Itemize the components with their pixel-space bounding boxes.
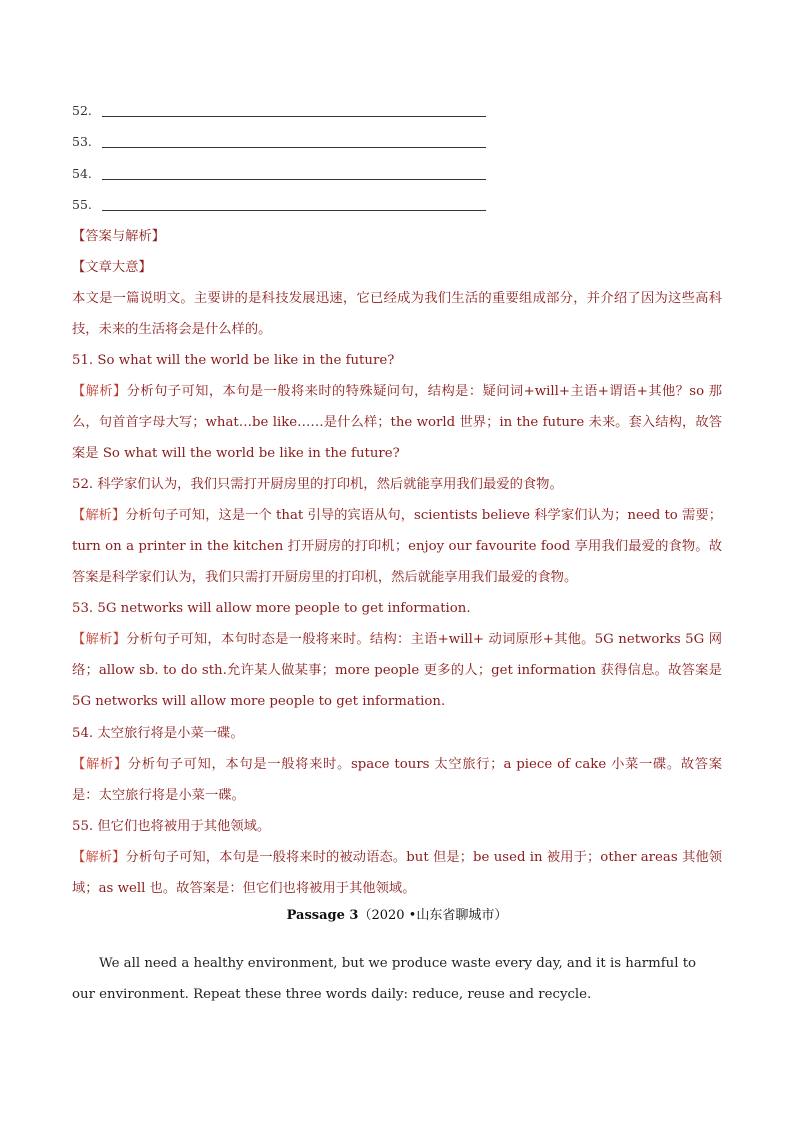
answer-55: 55. 但它们也将被用于其他领域。 [72, 819, 271, 834]
answer-52: 52. 科学家们认为，我们只需打开厨房里的打印机，然后就能享用我们最爱的食物。 [72, 477, 563, 492]
analysis-text: 分析句子可知，这是一个 that 引导的宾语从句，scientists believe 科学家们认为；need to 需要；turn on a printer in the kitchen 打开厨房的打印机；enjoy our favourite food 享用我们最爱的食物。故答案是科学家们认为，我们只需打开厨房里的打印机，然后就能享用我们最爱的食物。 [72, 508, 722, 585]
answer-53: 53. 5G networks will allow more people to get information. [72, 601, 471, 616]
analysis-52 [72, 500, 722, 593]
analysis-54 [72, 749, 722, 811]
analysis-tag: 【解析】 [72, 632, 127, 647]
answer-blank-52[interactable] [72, 99, 486, 119]
analysis-51 [72, 376, 722, 469]
blank-line [102, 210, 486, 211]
analysis-tag: 【解析】 [72, 850, 126, 865]
analysis-tag: 【解析】 [72, 508, 126, 523]
article-gist-text: 本文是一篇说明文。主要讲的是科技发展迅速，它已经成为我们生活的重要组成部分，并介绍了因为这些高科技，未来的生活将会是什么样的。 [72, 291, 722, 337]
blank-line [102, 116, 486, 117]
analysis-tag: 【解析】 [72, 757, 128, 772]
answer-blank-53[interactable] [72, 130, 486, 150]
analysis-55 [72, 842, 722, 904]
analysis-53 [72, 624, 722, 717]
passage-source: （2020 •山东省聊城市） [358, 908, 508, 923]
blank-number: 55. [72, 197, 92, 212]
article-gist-header: 【文章大意】 [72, 260, 152, 275]
blank-number: 53. [72, 134, 92, 149]
analysis-text: 分析句子可知，本句是一般将来时。space tours 太空旅行；a piece of cake 小菜一碟。故答案是：太空旅行将是小菜一碟。 [72, 757, 723, 803]
answer-54: 54. 太空旅行将是小菜一碟。 [72, 726, 244, 741]
blank-number: 52. [72, 103, 92, 118]
analysis-tag: 【解析】 [72, 384, 127, 399]
answer-blank-55[interactable] [72, 193, 486, 213]
blank-line [102, 179, 486, 180]
answer-blank-54[interactable] [72, 162, 486, 182]
answer-51: 51. So what will the world be like in the future? [72, 353, 395, 368]
analysis-text: 分析句子可知，本句是一般将来时的被动语态。but 但是；be used in 被用于；other areas 其他领域；as well 也。故答案是：但它们也将被用于其他领域。 [72, 850, 722, 896]
analysis-text: 分析句子可知，本句是一般将来时的特殊疑问句，结构是：疑问词+will+主语+谓语+其他？so 那么，句首首字母大写；what…be like……是什么样；the world 世界；in the future 未来。套入结构，故答案是 So what will the world be like in the future? [72, 384, 723, 461]
blank-number: 54. [72, 166, 92, 181]
answer-analysis-header: 【答案与解析】 [72, 229, 166, 244]
blank-line [102, 147, 486, 148]
passage-title [72, 906, 722, 926]
analysis-text: 分析句子可知，本句时态是一般将来时。结构：主语+will+ 动词原形+其他。5G networks 5G 网络；allow sb. to do sth.允许某人做某事；more people 更多的人；get information 获得信息。故答案是 5G networks will allow more people to get information. [72, 632, 722, 709]
passage-name: Passage 3 [286, 908, 359, 923]
passage-text: We all need a healthy environment, but we produce waste every day, and it is harmful to our environment. Repeat these three words daily: reduce, reuse and recycle. [72, 956, 697, 1002]
